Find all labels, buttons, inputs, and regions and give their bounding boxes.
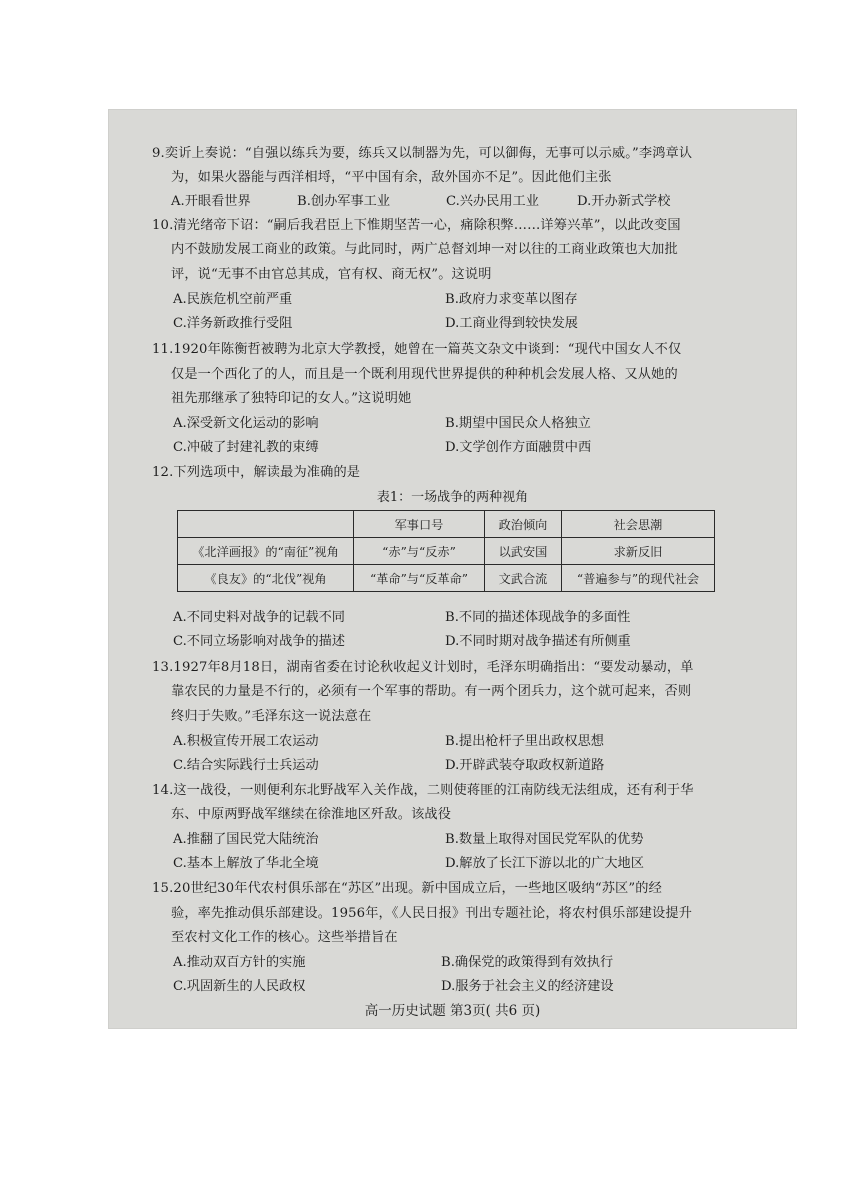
q12-option-a: A.不同史料对战争的记载不同 xyxy=(173,610,345,625)
q11-option-d: D.文学创作方面融贯中西 xyxy=(445,440,592,455)
q10-option-a: A.民族危机空前严重 xyxy=(173,292,293,307)
table-header-cell: 政治倾向 xyxy=(485,511,562,538)
perspective-table xyxy=(177,510,715,592)
q13-option-c: C.结合实际践行士兵运动 xyxy=(173,758,319,773)
q15-stem-line-1: 15.20世纪30年代农村俱乐部在“苏区”出现。新中国成立后，一些地区吸纳“苏区”的经 xyxy=(152,881,662,896)
q15-option-a: A.推动双百方针的实施 xyxy=(173,955,306,970)
table-cell: “革命”与“反革命” xyxy=(354,565,485,592)
q14-option-b: B.数量上取得对国民党军队的优势 xyxy=(445,832,644,847)
table-header-cell xyxy=(178,511,354,538)
table-cell: 求新反旧 xyxy=(562,538,715,565)
q15-stem-line-2: 验，率先推动俱乐部建设。1956年，《人民日报》刊出专题社论，将农村俱乐部建设提升 xyxy=(171,906,693,921)
q13-option-d: D.开辟武装夺取政权新道路 xyxy=(445,758,605,773)
table-header-cell: 军事口号 xyxy=(354,511,485,538)
q9-stem-line-2: 为，如果火器能与西洋相埒，“平中国有余，敌外国亦不足”。因此他们主张 xyxy=(171,170,612,185)
table-cell: 以武安国 xyxy=(485,538,562,565)
q13-stem-line-3: 终归于失败。”毛泽东这一说法意在 xyxy=(171,709,372,724)
q14-option-a: A.推翻了国民党大陆统治 xyxy=(173,832,319,847)
table-row xyxy=(178,538,715,565)
q9-option-c: C.兴办民用工业 xyxy=(446,194,539,209)
q13-option-b: B.提出枪杆子里出政权思想 xyxy=(445,734,604,749)
table-header-cell: 社会思潮 xyxy=(562,511,715,538)
q15-option-c: C.巩固新生的人民政权 xyxy=(173,979,306,994)
q10-option-b: B.政府力求变革以图存 xyxy=(445,292,578,307)
table-cell: 《良友》的“北伐”视角 xyxy=(178,565,354,592)
table-cell: “普遍参与”的现代社会 xyxy=(562,565,715,592)
q11-stem-line-2: 仅是一个西化了的人，而且是一个既利用现代世界提供的种种机会发展人格、又从她的 xyxy=(171,367,678,382)
q9-option-a: A.开眼看世界 xyxy=(171,194,251,209)
q11-option-b: B.期望中国民众人格独立 xyxy=(445,416,591,431)
q12-option-d: D.不同时期对战争描述有所侧重 xyxy=(445,634,631,649)
table-caption: 表1：一场战争的两种视角 xyxy=(376,490,529,505)
q10-option-d: D.工商业得到较快发展 xyxy=(445,316,578,331)
q13-stem-line-2: 靠农民的力量是不行的，必须有一个军事的帮助。有一两个团兵力，这个就可起来，否则 xyxy=(171,684,692,699)
table-header-row xyxy=(178,511,715,538)
q11-option-a: A.深受新文化运动的影响 xyxy=(173,416,319,431)
exam-page xyxy=(108,109,797,1029)
q12-option-b: B.不同的描述体现战争的多面性 xyxy=(445,610,631,625)
q15-option-d: D.服务于社会主义的经济建设 xyxy=(441,979,614,994)
q10-option-c: C.洋务新政推行受阻 xyxy=(173,316,293,331)
q9-option-b: B.创办军事工业 xyxy=(297,194,391,209)
table-cell: 文武合流 xyxy=(485,565,562,592)
q12-stem-line-1: 12.下列选项中，解读最为准确的是 xyxy=(152,465,361,480)
q10-stem-line-1: 10.清光绪帝下诏：“嗣后我君臣上下惟期坚苦一心，痛除积弊……详筹兴革”，以此改变国 xyxy=(152,218,681,233)
q13-option-a: A.积极宣传开展工农运动 xyxy=(173,734,319,749)
q15-option-b: B.确保党的政策得到有效执行 xyxy=(441,955,614,970)
q9-option-d: D.开办新式学校 xyxy=(577,194,671,209)
table-cell: 《北洋画报》的“南征”视角 xyxy=(178,538,354,565)
q14-option-d: D.解放了长江下游以北的广大地区 xyxy=(445,856,644,871)
q13-stem-line-1: 13.1927年8月18日，湖南省委在讨论秋收起义计划时，毛泽东明确指出：“要发动暴动，单 xyxy=(152,660,694,675)
q10-stem-line-2: 内不鼓励发展工商业的政策。与此同时，两广总督刘坤一对以往的工商业政策也大加批 xyxy=(171,242,678,257)
q9-stem-line-1: 9.奕䜣上奏说：“自强以练兵为要，练兵又以制器为先，可以御侮，无事可以示威。”李鸿章认 xyxy=(152,146,693,161)
q14-option-c: C.基本上解放了华北全境 xyxy=(173,856,319,871)
q15-stem-line-3: 至农村文化工作的核心。这些举措旨在 xyxy=(171,930,398,945)
q11-option-c: C.冲破了封建礼教的束缚 xyxy=(173,440,319,455)
page-footer: 高一历史试题 第3页( 共6 页) xyxy=(364,1003,541,1019)
q11-stem-line-1: 11.1920年陈衡哲被聘为北京大学教授，她曾在一篇英文杂文中谈到：“现代中国女人不仅 xyxy=(152,342,682,357)
table-cell: “赤”与“反赤” xyxy=(354,538,485,565)
q14-stem-line-2: 东、中原两野战军继续在徐淮地区歼敌。该战役 xyxy=(171,807,452,822)
table-row xyxy=(178,565,715,592)
q10-stem-line-3: 评，说“无事不由官总其成，官有权、商无权”。这说明 xyxy=(171,267,492,282)
q14-stem-line-1: 14.这一战役，一则便利东北野战军入关作战，二则使蒋匪的江南防线无法组成，还有利于华 xyxy=(152,783,694,798)
q12-option-c: C.不同立场影响对战争的描述 xyxy=(173,634,346,649)
q11-stem-line-3: 祖先那继承了独特印记的女人。”这说明她 xyxy=(171,391,412,406)
